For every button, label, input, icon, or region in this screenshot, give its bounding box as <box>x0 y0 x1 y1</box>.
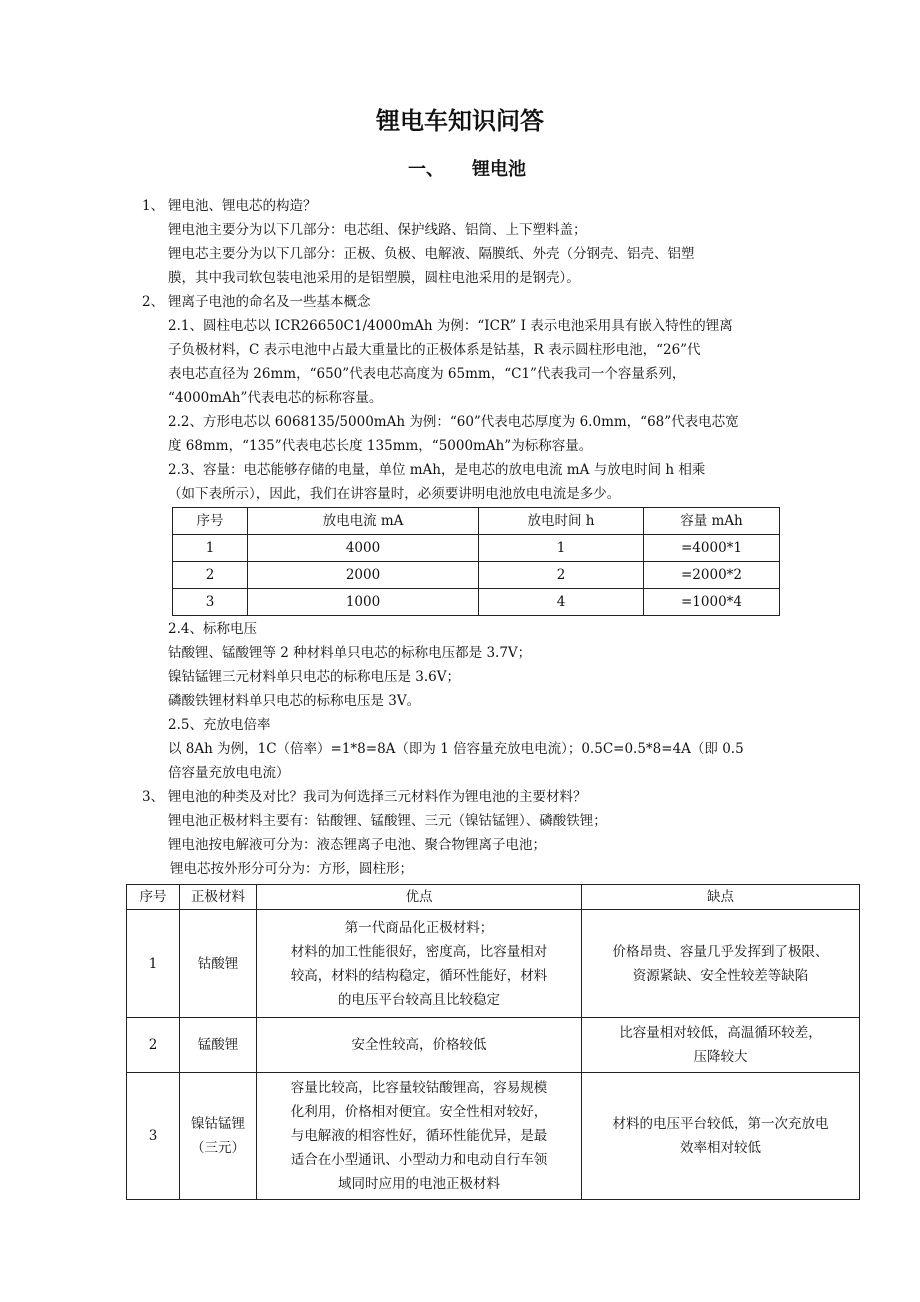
pros-cell: 容量比较高，比容量较钴酸锂高，容易规模 化利用，价格相对便宜。安全性相对较好， 与电解液的相容性好，循环性能优异，是最 适合在小型通讯、小型动力和电动自行车领 域同时应用的电池正极材料 <box>257 1073 582 1200</box>
q1-answer-line: 锂电池主要分为以下几部分：电芯组、保护线路、铝筒、上下塑料盖； <box>168 222 587 238</box>
cons-cell: 材料的电压平台较低，第一次充放电 效率相对较低 <box>582 1073 860 1200</box>
table-cell: 2000 <box>248 562 479 589</box>
header-cell: 容量 mAh <box>644 508 780 535</box>
p25-line: 倍容量充放电电流） <box>168 765 290 781</box>
p25-title: 2.5、充放电倍率 <box>168 717 271 733</box>
material-cell: 钴酸锂 <box>180 910 257 1018</box>
table-row <box>127 910 860 1018</box>
p22-line: 2.2、方形电芯以 6068135/5000mAh 为例：“60”代表电芯厚度为 6.0mm，“68”代表电芯宽 <box>168 414 739 430</box>
table-cell: 1 <box>479 535 644 562</box>
question-2: 2、 锂离子电池的命名及一些基本概念 <box>142 294 371 310</box>
question-3: 3、 锂电池的种类及对比？我司为何选择三元材料作为锂电池的主要材料？ <box>142 789 587 805</box>
p23-line: （如下表所示），因此，我们在讲容量时，必须要讲明电池放电电流是多少。 <box>168 486 621 502</box>
q1-answer-line: 锂电芯主要分为以下几部分：正极、负极、电解液、隔膜纸、外壳（分钢壳、铝壳、铝塑 <box>168 246 695 262</box>
capacity-table <box>172 507 780 616</box>
table-cell: 4000 <box>248 535 479 562</box>
material-cell: 镍钴锰锂 （三元） <box>180 1073 257 1200</box>
row-number: 1 <box>127 910 180 1018</box>
section-heading <box>408 156 526 184</box>
p24-title: 2.4、标称电压 <box>168 621 257 637</box>
materials-table <box>126 884 860 1200</box>
header-cell: 正极材料 <box>180 885 257 910</box>
header-cell: 放电电流 mA <box>248 508 479 535</box>
q3-answer-line: 锂电池正极材料主要有：钴酸锂、锰酸锂、三元（镍钴锰锂）、磷酸铁锂； <box>168 813 607 829</box>
row-number: 2 <box>127 1018 180 1073</box>
header-cell: 序号 <box>127 885 180 910</box>
table-cell: =1000*4 <box>644 589 780 616</box>
header-cell: 优点 <box>257 885 582 910</box>
table-row <box>173 589 780 616</box>
document-body <box>0 194 920 1200</box>
p21-line: 表电芯直径为 26mm，“650”代表电芯高度为 65mm，“C1”代表我司一个容量系列， <box>168 366 686 382</box>
table-cell: 2 <box>173 562 248 589</box>
table-cell: 3 <box>173 589 248 616</box>
table-cell: =2000*2 <box>644 562 780 589</box>
section-number: 一、 <box>408 159 444 180</box>
p21-line: 2.1、圆柱电芯以 ICR26650C1/4000mAh 为例：“ICR” I 表示电池采用具有嵌入特性的锂离 <box>168 318 733 334</box>
material-cell: 锰酸锂 <box>180 1018 257 1073</box>
table-cell: 1000 <box>248 589 479 616</box>
cons-cell: 比容量相对较低，高温循环较差， 压降较大 <box>582 1018 860 1073</box>
p21-line: 子负极材料，C 表示电池中占最大重量比的正极体系是钴基，R 表示圆柱形电池，“26”代 <box>168 342 701 358</box>
p24-line: 镍钴锰锂三元材料单只电芯的标称电压是 3.6V； <box>168 669 461 685</box>
p22-line: 度 68mm，“135”代表电芯长度 135mm，“5000mAh”为标称容量。 <box>168 438 593 454</box>
table-row <box>127 1018 860 1073</box>
p25-line: 以 8Ah 为例，1C（倍率）=1*8=8A（即为 1 倍容量充放电电流）；0.5C=0.5*8=4A（即 0.5 <box>168 741 744 757</box>
table-header-row <box>127 885 860 910</box>
table-row <box>173 562 780 589</box>
table-cell: 2 <box>479 562 644 589</box>
row-number: 3 <box>127 1073 180 1200</box>
q1-answer-line: 膜，其中我司软包装电池采用的是铝塑膜，圆柱电池采用的是钢壳）。 <box>168 270 580 286</box>
p21-line: “4000mAh”代表电芯的标称容量。 <box>168 390 383 406</box>
p24-line: 钴酸锂、锰酸锂等 2 种材料单只电芯的标称电压都是 3.7V； <box>168 645 532 661</box>
header-cell: 缺点 <box>582 885 860 910</box>
section-label: 锂电池 <box>472 159 526 180</box>
question-1: 1、 锂电池、锂电芯的构造？ <box>142 198 317 214</box>
header-cell: 放电时间 h <box>479 508 644 535</box>
cons-cell: 价格昂贵、容量几乎发挥到了极限、 资源紧缺、安全性较差等缺陷 <box>582 910 860 1018</box>
header-cell: 序号 <box>173 508 248 535</box>
pros-cell: 安全性较高，价格较低 <box>257 1018 582 1073</box>
q3-answer-line: 锂电池按电解液可分为：液态锂离子电池、聚合物锂离子电池； <box>168 837 546 853</box>
table-row <box>173 535 780 562</box>
table-cell: 4 <box>479 589 644 616</box>
pros-cell: 第一代商品化正极材料； 材料的加工性能很好，密度高，比容量相对 较高，材料的结构稳定，循环性能好，材料 的电压平台较高且比较稳定 <box>257 910 582 1018</box>
table-cell: 1 <box>173 535 248 562</box>
table-row <box>127 1073 860 1200</box>
q3-answer-line: 锂电芯按外形分可分为：方形，圆柱形； <box>170 861 413 877</box>
table-cell: =4000*1 <box>644 535 780 562</box>
document-title: 锂电车知识问答 <box>376 107 544 135</box>
table-header-row <box>173 508 780 535</box>
p24-line: 磷酸铁锂材料单只电芯的标称电压是 3V。 <box>168 693 421 709</box>
p23-line: 2.3、容量：电芯能够存储的电量，单位 mAh，是电芯的放电电流 mA 与放电时间 h 相乘 <box>168 462 706 478</box>
